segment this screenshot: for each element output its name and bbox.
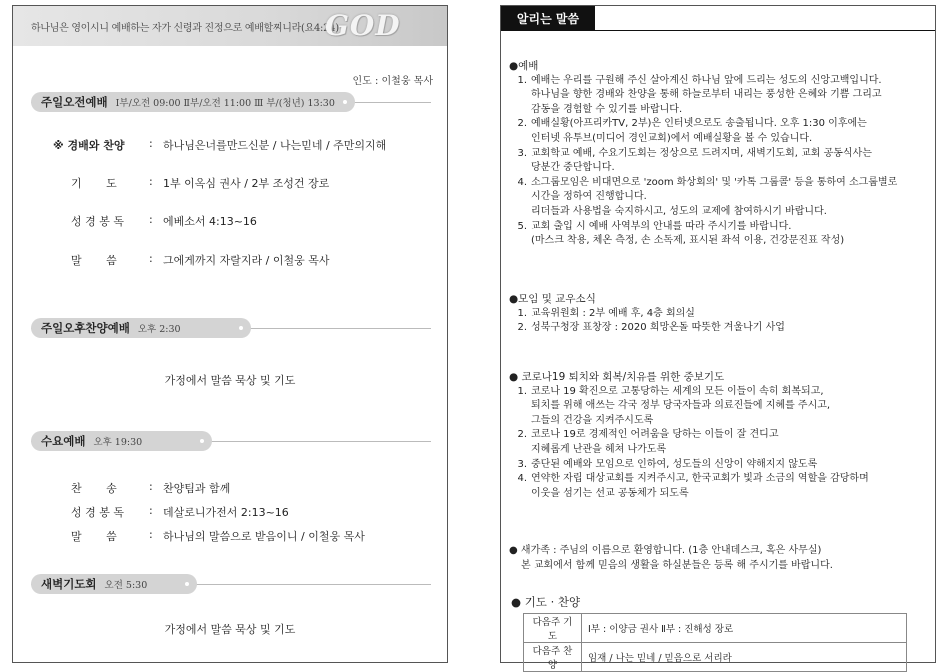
leader-label: 인도 : 이철웅 목사 [352,76,433,87]
section-pill [31,431,212,451]
order-label: 말 씀 [71,254,117,267]
section-time: Ⅰ부/오전 09:00 Ⅱ부/오전 11:00 Ⅲ 부/(청년) 13:30 [115,98,335,109]
order-row [71,504,289,520]
item-line: 교회 출입 시 예배 사역부의 안내를 따라 주시기를 바랍니다. [531,220,792,232]
notice-item [509,220,925,249]
meeting-notices [509,292,925,336]
newcomer-notice [509,544,925,573]
section-sunday-afternoon [31,318,431,338]
section-dawn-prayer [31,574,431,594]
item-line: 연약한 자립 대상교회를 지켜주시고, 한국교회가 빛과 소금의 역할을 감당하며 [531,473,869,485]
notice-item [509,147,925,176]
table-value: 임재 / 나는 믿네 / 믿음으로 서리라 [582,643,907,672]
section-sunday-morning [31,92,431,112]
section-pill [31,92,355,112]
section-time: 오후 19:30 [93,437,143,448]
item-line: 소그룹모임은 비대면으로 'zoom 화상회의' 및 '카톡 그룹콜' 등을 통하여 소그룹별로 [531,176,898,188]
order-label: 말 씀 [71,530,117,543]
section-title: 주일오전예배 [41,95,108,109]
order-separator: : [149,480,153,493]
order-label: ※ 경배와 찬양 [53,139,125,152]
item-number: 1. [517,74,527,86]
item-line: 예배는 우리를 구원해 주신 살아계신 하나님 앞에 드리는 성도의 신앙고백입니다. [531,74,882,86]
order-value: 하나님의 말씀으로 받음이니 / 이철웅 목사 [163,530,365,543]
order-value: 데살로니가전서 2:13~16 [163,506,289,519]
announcements-page [500,5,936,671]
item-line: 중단된 예배와 모임으로 인하여, 성도들의 신앙이 약해지지 않도록 [531,458,818,470]
item-line: 감동을 경험할 수 있기를 바랍니다. [531,103,683,115]
dawn-note: 가정에서 말씀 묵상 및 기도 [164,623,296,636]
verse-banner [13,6,447,46]
notice-heading: ● 코로나19 퇴치와 회복/치유를 위한 중보기도 [509,371,725,383]
covid-prayer-notices [509,370,925,501]
order-value: 찬양팀과 함께 [163,482,231,495]
notice-item [509,458,925,473]
item-line: 코로나 19 확진으로 고통당하는 세계의 모든 이들이 속히 회복되고, [531,385,824,397]
order-label: 찬 송 [71,482,117,495]
notice-item [509,74,925,118]
order-value: 1부 이옥심 권사 / 2부 조성건 장로 [163,177,330,190]
notice-item [509,307,925,322]
order-value: 그에게까지 자랄지라 / 이철웅 목사 [163,254,330,267]
order-row [71,213,257,229]
section-title: 수요예배 [41,434,86,448]
item-line: 하나님을 향한 경배와 찬양을 통해 하늘로부터 내리는 풍성한 은혜와 기쁨 그리고 [531,89,882,101]
item-line: 시간을 정하여 진행합니다. [531,191,647,203]
table-value: Ⅰ부 : 이양금 권사 Ⅱ부 : 진해성 장로 [582,614,907,643]
section-pill [31,318,251,338]
section-time: 오후 2:30 [137,324,181,335]
notice-item [509,321,925,336]
section-title: 새벽기도회 [41,577,97,591]
notice-rule [501,30,935,31]
item-line: 인터넷 유투브(미디어 경인교회)에서 예배실황을 볼 수 있습니다. [531,132,813,144]
item-number: 3. [517,147,527,159]
order-separator: : [149,175,153,188]
item-line: 교육위원회 : 2부 예배 후, 4층 회의실 [531,307,695,319]
order-label: 성 경 봉 독 [71,506,124,519]
section-time: 오전 5:30 [104,580,148,591]
table-key: 다음주 기도 [524,614,582,643]
notice-tab: 알리는 말씀 [501,6,595,30]
item-number: 2. [517,118,527,130]
item-number: 4. [517,176,527,188]
item-number: 1. [517,307,527,319]
item-line: (마스크 착용, 체온 측정, 손 소독제, 표시된 좌석 이용, 건강문진표 작성) [531,235,845,247]
notice-heading: ●예배 [509,60,539,72]
order-value: 하나님은너를만드신분 / 나는믿네 / 주만의지해 [163,139,387,152]
item-line: 예배실황(아프리카TV, 2부)은 인터넷으로도 송출됩니다. 오후 1:30 이후에는 [531,118,867,130]
prayer-table [523,613,907,672]
order-row [71,528,365,544]
worship-order-page [12,5,448,663]
pill-dot [185,582,189,586]
pill-dot [239,326,243,330]
notice-heading: ●모임 및 교우소식 [509,293,596,305]
notice-item [509,428,925,457]
item-number: 2. [517,429,527,441]
item-number: 1. [517,385,527,397]
item-line: 교회학교 예배, 수요기도회는 정상으로 드려지며, 새벽기도회, 교회 공동식사는 [531,147,872,159]
verse-text: 하나님은 영이시니 예배하는 자가 신령과 진정으로 예배할찌니라(요4:24) [31,23,339,34]
item-line: 코로나 19로 경제적인 어려움을 당하는 이들이 잘 견디고 [531,429,779,441]
order-separator: : [149,213,153,226]
order-separator: : [149,137,153,150]
order-row [71,175,329,191]
order-label: 성 경 봉 독 [71,215,124,228]
worship-notices [509,59,925,249]
item-line: 당분간 중단합니다. [531,162,615,174]
table-row [524,614,907,643]
section-title: 주일오후찬양예배 [41,321,130,335]
order-row [53,137,386,153]
table-key: 다음주 찬양 [524,643,582,672]
item-line: 지혜롭게 난관을 헤쳐 나가도록 [531,443,667,455]
pill-dot [200,439,204,443]
god-logo: GOD [325,9,401,42]
notice-item [509,117,925,146]
item-line: 퇴치를 위해 애쓰는 각국 정부 당국자들과 의료진들에 지혜를 주시고, [531,400,831,412]
order-value: 에베소서 4:13~16 [163,215,257,228]
item-line: 리더들과 사용법을 숙지하시고, 성도의 교제에 참여하시기 바랍니다. [531,205,827,217]
item-number: 4. [517,473,527,485]
item-line: 성북구청장 표창장 : 2020 희망온돌 따뜻한 겨울나기 사업 [531,322,785,334]
prayer-heading: ● 기도 · 찬양 [511,595,581,609]
order-row [71,252,329,268]
item-line: 이웃을 섬기는 선교 공동체가 되도록 [531,487,689,499]
item-line: 그들의 건강을 지켜주시도록 [531,414,654,426]
order-row [71,480,230,496]
order-label: 기 도 [71,177,117,190]
newcomer-line: 본 교회에서 함께 믿음의 생활을 하실분들은 등록 해 주시기를 바랍니다. [521,559,833,571]
table-row [524,643,907,672]
order-separator: : [149,528,153,541]
section-pill [31,574,197,594]
order-separator: : [149,252,153,265]
notice-item [509,385,925,429]
item-number: 5. [517,220,527,232]
notice-item [509,472,925,501]
order-separator: : [149,504,153,517]
newcomer-line: ● 새가족 : 주님의 이름으로 환영합니다. (1층 안내데스크, 혹은 사무실) [509,545,822,556]
section-wednesday [31,431,431,451]
notice-item [509,176,925,220]
item-number: 3. [517,458,527,470]
item-number: 2. [517,322,527,334]
pill-dot [343,100,347,104]
afternoon-note: 가정에서 말씀 묵상 및 기도 [164,374,296,387]
